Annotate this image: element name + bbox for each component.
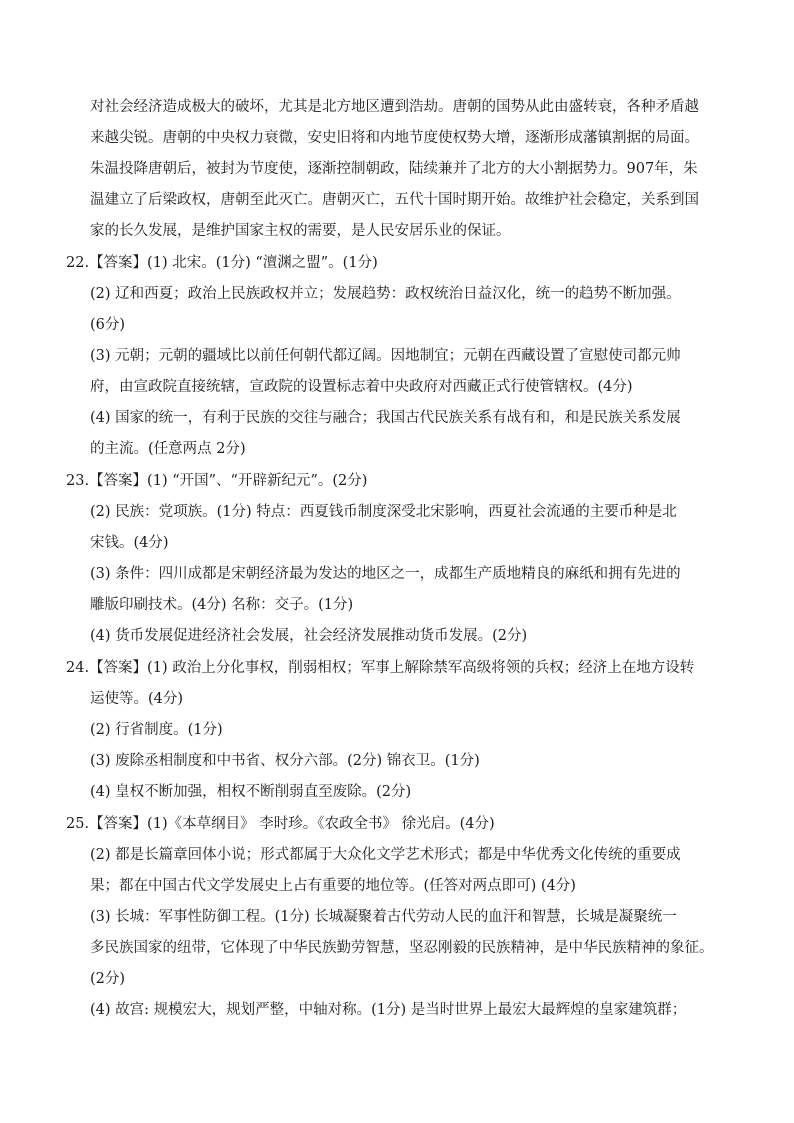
text-line: 运使等。(4分) xyxy=(90,691,184,707)
text-line: 多民族国家的纽带，它体现了中华民族勤劳智慧，坚忍刚毅的民族精神，是中华民族精神的象征。 xyxy=(90,940,714,956)
text-line: (4) 国家的统一，有利于民族的交往与融合；我国古代民族关系有战有和，和是民族关系发展 xyxy=(90,410,681,426)
text-line: (2) 行省制度。(1分) xyxy=(90,722,223,738)
text-line: 府，由宣政院直接统辖，宣政院的设置标志着中央政府对西藏正式行使管辖权。(4分) xyxy=(90,379,633,395)
text-line: 果；都在中国古代文学发展史上占有重要的地位等。(任答对两点即可) (4分) xyxy=(90,878,576,894)
text-line: 雕版印刷技术。(4分) 名称：交子。(1分) xyxy=(90,597,354,613)
text-line: (2分) xyxy=(90,971,126,987)
text-line: (4) 货币发展促进经济社会发展，社会经济发展推动货币发展。(2分) xyxy=(90,628,528,644)
answer-24-heading: 24.【答案】(1) 政治上分化事权，削弱相权；军事上解除禁军高级将领的兵权；经济上在地方设转 xyxy=(66,660,695,676)
text-line: (3) 条件：四川成都是宋朝经济最为发达的地区之一，成都生产质地精良的麻纸和拥有先进的 xyxy=(90,566,681,582)
text-line: 温建立了后梁政权，唐朝至此灭亡。唐朝灭亡，五代十国时期开始。故维护社会稳定，关系到国 xyxy=(90,192,699,208)
text-line: (2) 都是长篇章回体小说；形式都属于大众化文学艺术形式；都是中华优秀文化传统的重要成 xyxy=(90,847,681,863)
text-line: (3) 长城：军事性防御工程。(1分) 长城凝聚着古代劳动人民的血汗和智慧，长城是凝聚统一 xyxy=(90,909,677,925)
text-line: 对社会经济造成极大的破坏，尤其是北方地区遭到浩劫。唐朝的国势从此由盛转衰，各种矛盾越 xyxy=(90,99,699,115)
text-line: 来越尖锐。唐朝的中央权力衰微，安史旧将和内地节度使权势大增，逐渐形成藩镇割据的局面。 xyxy=(90,130,699,146)
text-line: 朱温投降唐朝后，被封为节度使，逐渐控制朝政，陆续兼并了北方的大小割据势力。907年，朱 xyxy=(90,161,698,177)
answer-25-heading: 25.【答案】(1)《本草纲目》 李时珍。《农政全书》 徐光启。(4分) xyxy=(66,816,495,832)
answer-22-heading: 22.【答案】(1) 北宋。(1分) “澶渊之盟”。(1分) xyxy=(66,255,378,271)
text-line: (2) 民族：党项族。(1分) 特点：西夏钱币制度深受北宋影响，西夏社会流通的主要币种是北 xyxy=(90,504,677,520)
text-line: (3) 废除丞相制度和中书省、权分六部。(2分) 锦衣卫。(1分) xyxy=(90,753,480,769)
text-line: 的主流。(任意两点 2分) xyxy=(90,441,246,457)
text-line: (4) 故宫: 规模宏大，规划严整，中轴对称。(1分) 是当时世界上最宏大最辉煌的皇家建筑群； xyxy=(90,1002,687,1018)
answer-23-heading: 23.【答案】(1) “开国”、“开辟新纪元”。(2分) xyxy=(66,473,368,489)
text-line: (2) 辽和西夏；政治上民族政权并立；发展趋势：政权统治日益汉化，统一的趋势不断加强。 xyxy=(90,286,681,302)
text-line: 宋钱。(4分) xyxy=(90,535,169,551)
text-line: 家的长久发展，是维护国家主权的需要，是人民安居乐业的保证。 xyxy=(90,223,511,239)
text-line: (4) 皇权不断加强，相权不断削弱直至废除。(2分) xyxy=(90,784,412,800)
text-line: (6分) xyxy=(90,317,126,333)
text-line: (3) 元朝；元朝的疆域比以前任何朝代都辽阔。因地制宜；元朝在西藏设置了宣慰使司都元帅 xyxy=(90,348,681,364)
